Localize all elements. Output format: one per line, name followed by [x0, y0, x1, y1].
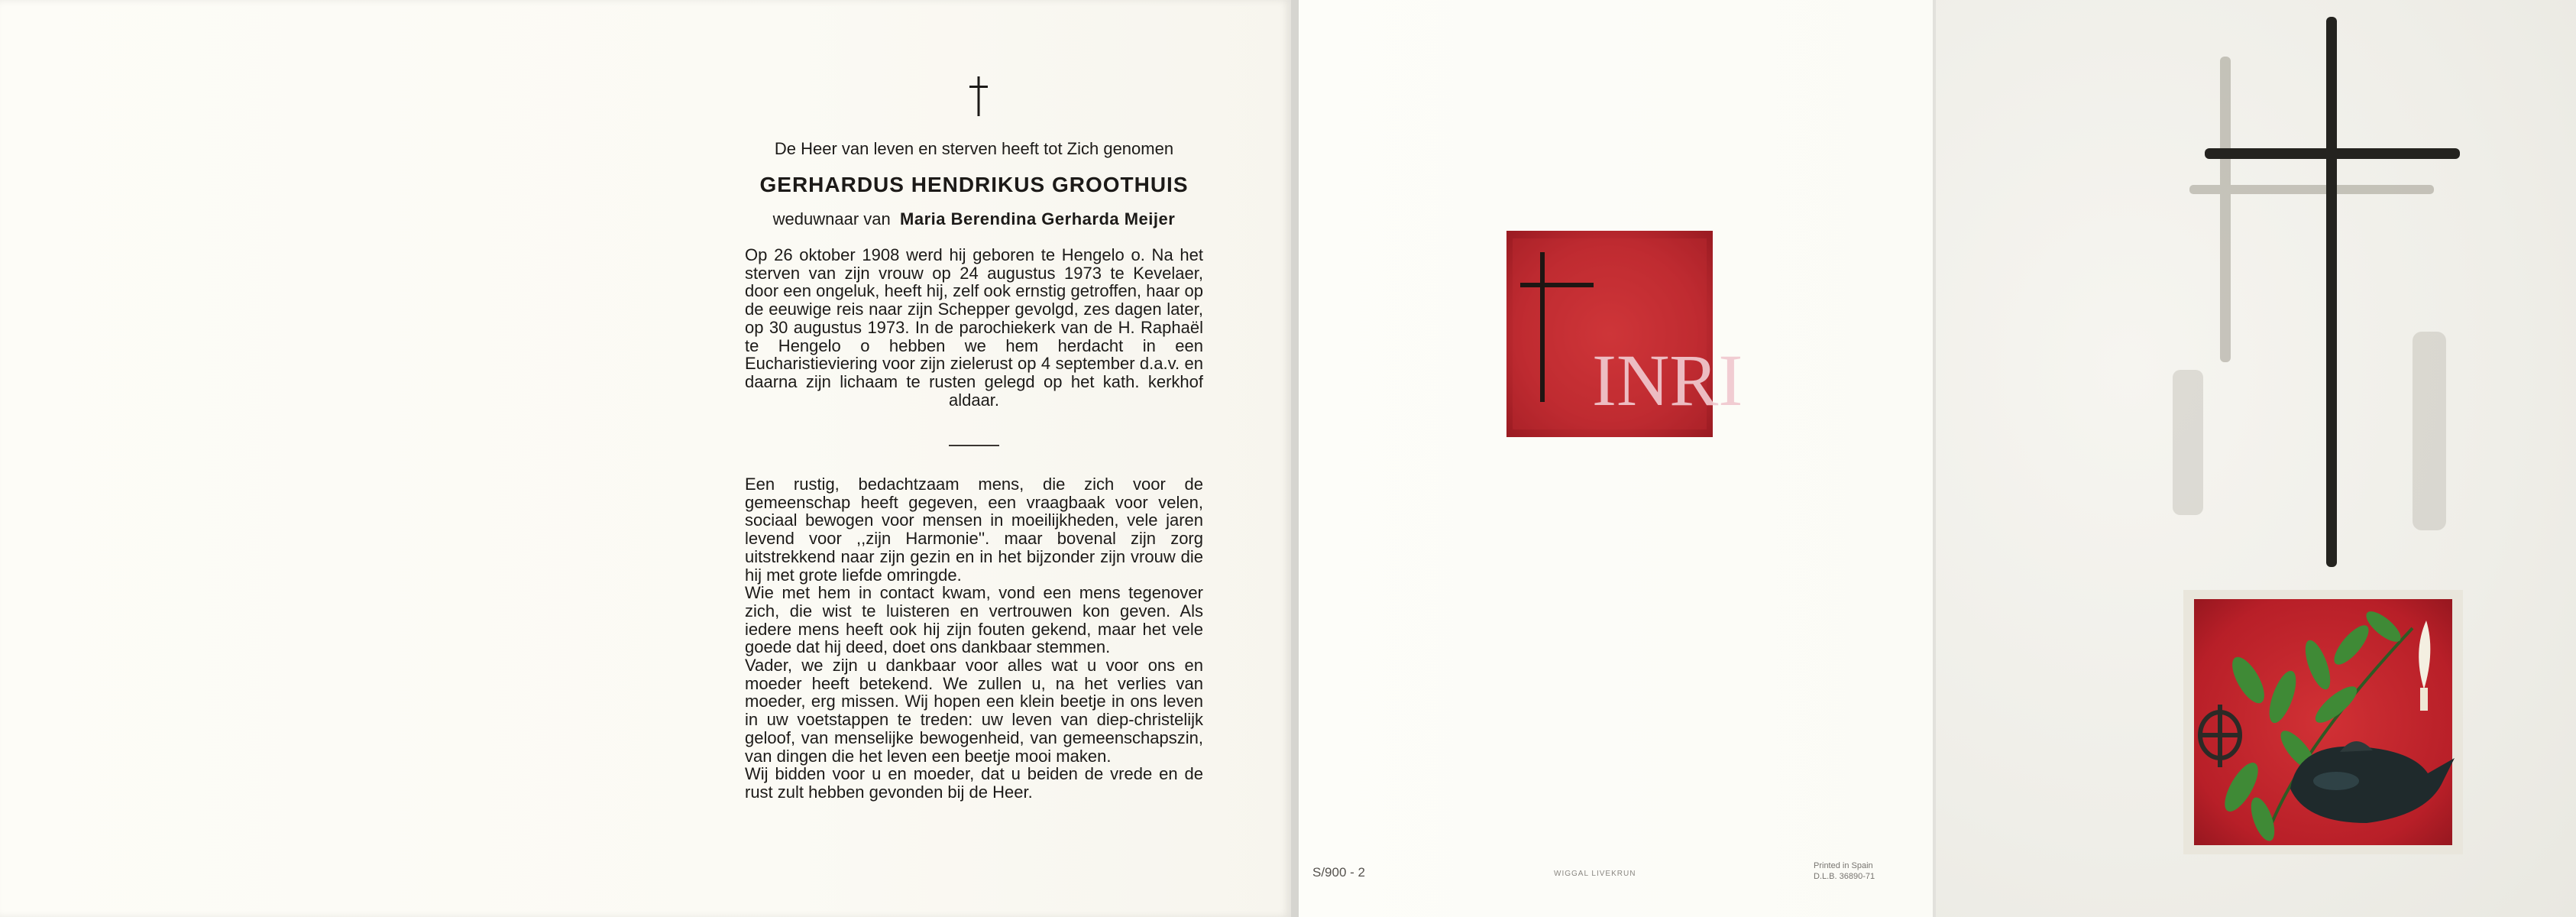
- spouse-prefix: weduwnaar van: [772, 209, 891, 228]
- spouse-name: Maria Berendina Gerharda Meijer: [900, 209, 1176, 228]
- intro-line: De Heer van leven en sterven heeft tot Zich genomen: [774, 139, 1174, 158]
- tribute-paragraph: Vader, we zijn u dankbaar voor alles wat u voor ons en moeder heeft betekend. We zullen u, na het verlies van moeder, erg missen. Wij hopen een klein beetje in ons leven in uw voetstappen te treden: uw leven van diep-christelijk geloof, van menselijke bewogenheid, van gemeenschapszin, van dingen die het leven een beetje mooi maken.: [745, 656, 1203, 766]
- deceased-name: GERHARDUS HENDRIKUS GROOTHUIS: [759, 173, 1189, 196]
- print-line: Printed in Spain: [1814, 861, 1873, 870]
- tribute-text: [745, 475, 1203, 802]
- printer-stamp: WIGGAL LIVEKRUN: [1554, 870, 1636, 878]
- oil-lamp-icon: [2183, 590, 2463, 854]
- print-line: D.L.B. 36890-71: [1814, 872, 1875, 881]
- section-divider: [949, 445, 999, 446]
- painted-cross-icon: [2167, 11, 2472, 591]
- biography-paragraph: Op 26 oktober 1908 werd hij geboren te Hengelo o. Na het sterven van zijn vrouw op 24 augustus 1973 te Kevelaer, door een ongeluk, heeft hij, zelf ook ernstig getroffen, haar op de eeuwige reis naar zijn Schepper gevolgd, zes dagen later, op 30 augustus 1973. In de parochiekerk van de H. Raphaël te Hengelo o hebben we hem herdacht in een Eucharistieviering voor zijn zielerust op 4 september d.a.v. en daarna zijn lichaam te rusten gelegd op het kath. kerkhof aldaar.: [745, 245, 1203, 410]
- tribute-paragraph: Een rustig, bedachtzaam mens, die zich voor de gemeenschap heeft gegeven, een vraagbaak voor velen, sociaal bewogen voor mensen in moeilijkheden, vele jaren levend voor ,,zijn Harmonie''. maar bovenal zijn zorg uitstrekkend naar zijn gezin en in het bijzonder zijn vrouw die hij met grote liefde omringde.: [745, 475, 1203, 585]
- latin-cross-icon: [967, 75, 990, 118]
- tribute-paragraph: Wij bidden voor u en moeder, dat u beiden de vrede en de rust zult hebben gevonden bij de Heer.: [745, 764, 1203, 802]
- card-separator: [1291, 0, 1299, 917]
- catalog-code: S/900 - 2: [1312, 865, 1365, 880]
- inri-inscription: INRI: [1592, 339, 1743, 421]
- spouse-line: [745, 209, 1203, 229]
- inri-cross-icon: [1506, 231, 1743, 437]
- memorial-card-front-inner: [1299, 0, 1933, 917]
- print-info: [1814, 860, 1875, 882]
- tribute-paragraph: Wie met hem in contact kwam, vond een mens tegenover zich, die wist te luisteren en vertrouwen kon geven. Als iedere mens heeft ook hij zijn fouten gekend, maar het vele goede dat hij deed, doet ons dankbaar stemmen.: [745, 583, 1203, 657]
